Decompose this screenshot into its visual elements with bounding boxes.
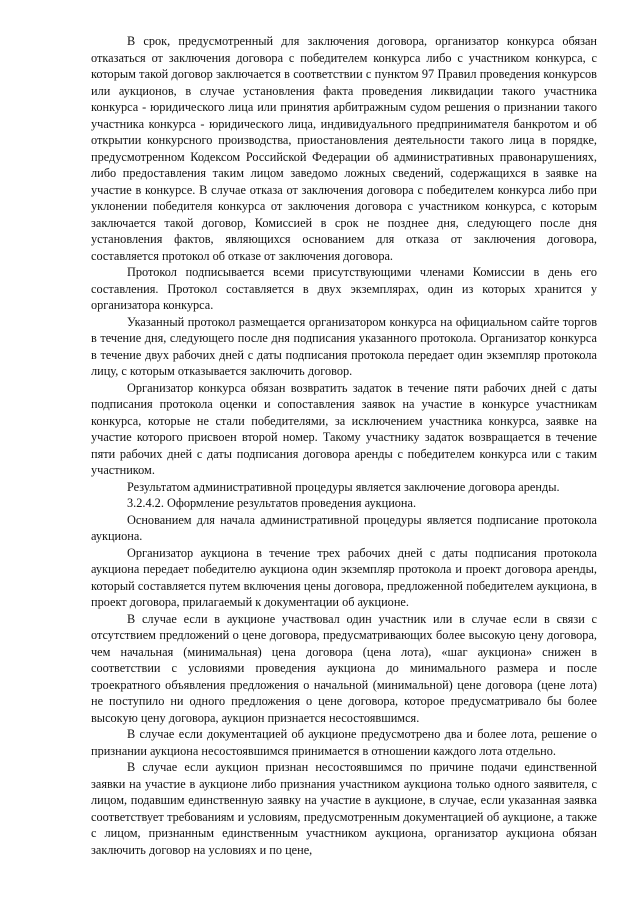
- paragraph-procedure-result: Результатом административной процедуры является заключение договора аренды.: [127, 479, 560, 494]
- paragraph-auction-protocol-transfer: Организатор аукциона в течение трех рабочих дней с даты подписания протокола аукциона передает победителю аукциона один экземпляр протокола и проект договора аренды, который составляется путем включения цены договора, предложенной победителем аукциона, в проект договора, прилагаемый к документации об аукционе.: [91, 545, 597, 609]
- paragraph-refusal-to-conclude-contract: В срок, предусмотренный для заключения договора, организатор конкурса обязан отказаться от заключения договора с победителем конкурса либо с участником конкурса, с которым такой договор заключается в соответствии с пунктом 97 Правил проведения конкурсов или аукционов, в случае установления факта проведения ликвидации такого участника конкурса - юридического лица или принятия арбитражным судом решения о признании такого участника конкурса - юридического лица, индивидуального предпринимателя банкротом и об открытии конкурсного производства, приостановления деятельности такого лица в порядке, предусмотренном Кодексом Российской Федерации об административных правонарушениях, либо предоставления таким лицом заведомо ложных сведений, содержащихся в заявке на участие в конкурсе. В случае отказа от заключения договора с победителем конкурса либо при уклонении победителя конкурса от заключения договора с участником конкурса, с которым заключается такой договор, Комиссией в срок не позднее дня, следующего после дня установления фактов, являющихся основанием для отказа от заключения договора, составляется протокол об отказе от заключения договора.: [91, 34, 597, 263]
- paragraph-protocol-publication: Указанный протокол размещается организатором конкурса на официальном сайте торгов в течение дня, следующего после дня подписания указанного протокола. Организатор конкурса в течение двух рабочих дней с даты подписания протокола передает один экземпляр протокола лицу, с которым отказывается заключить договор.: [91, 314, 597, 378]
- section-heading-auction-results: 3.2.4.2. Оформление результатов проведения аукциона.: [127, 496, 417, 510]
- paragraph-single-participant: В случае если аукцион признан несостоявшимся по причине подачи единственной заявки на участие в аукционе либо признания участником аукциона только одного заявителя, с лицом, подавшим единственную заявку на участие в аукционе, в случае, если указанная заявка соответствует требованиям и условиям, предусмотренным документацией об аукционе, а также с лицом, признанным единственным участником аукциона, организатор аукциона обязан заключить договор на условиях и по цене,: [91, 760, 597, 857]
- document-body: [91, 33, 597, 858]
- paragraph-deposit-return: Организатор конкурса обязан возвратить задаток в течение пяти рабочих дней с даты подписания протокола оценки и сопоставления заявок на участие в конкурсе участникам конкурса, которые не стали победителями, за исключением участника конкурса, заявке на участие которого присвоен второй номер. Такому участнику задаток возвращается в течение пяти рабочих дней с даты подписания договора аренды с победителем конкурса или с таким участником.: [91, 380, 597, 477]
- paragraph-auction-failed-conditions: В случае если в аукционе участвовал один участник или в случае если в связи с отсутствием предложений о цене договора, предусматривающих более высокую цену договора, чем начальная (минимальная) цена договора (цена лота), «шаг аукциона» снижен в соответствии с условиями проведения аукциона до минимального размера и после троекратного объявления предложения о начальной (минимальной) цене договора (цене лота) не поступило ни одного предложения о цене договора, которое предусматривало бы более высокую цену договора, аукцион признается несостоявшимся.: [91, 611, 597, 725]
- paragraph-procedure-basis: Основанием для начала административной процедуры является подписание протокола аукциона.: [91, 512, 597, 543]
- paragraph-protocol-signing: Протокол подписывается всеми присутствующими членами Комиссии в день его составления. Протокол составляется в двух экземплярах, один из которых хранится у организатора конкурса.: [91, 265, 597, 312]
- paragraph-multiple-lots: В случае если документацией об аукционе предусмотрено два и более лота, решение о признании аукциона несостоявшимся принимается в отношении каждого лота отдельно.: [91, 727, 597, 758]
